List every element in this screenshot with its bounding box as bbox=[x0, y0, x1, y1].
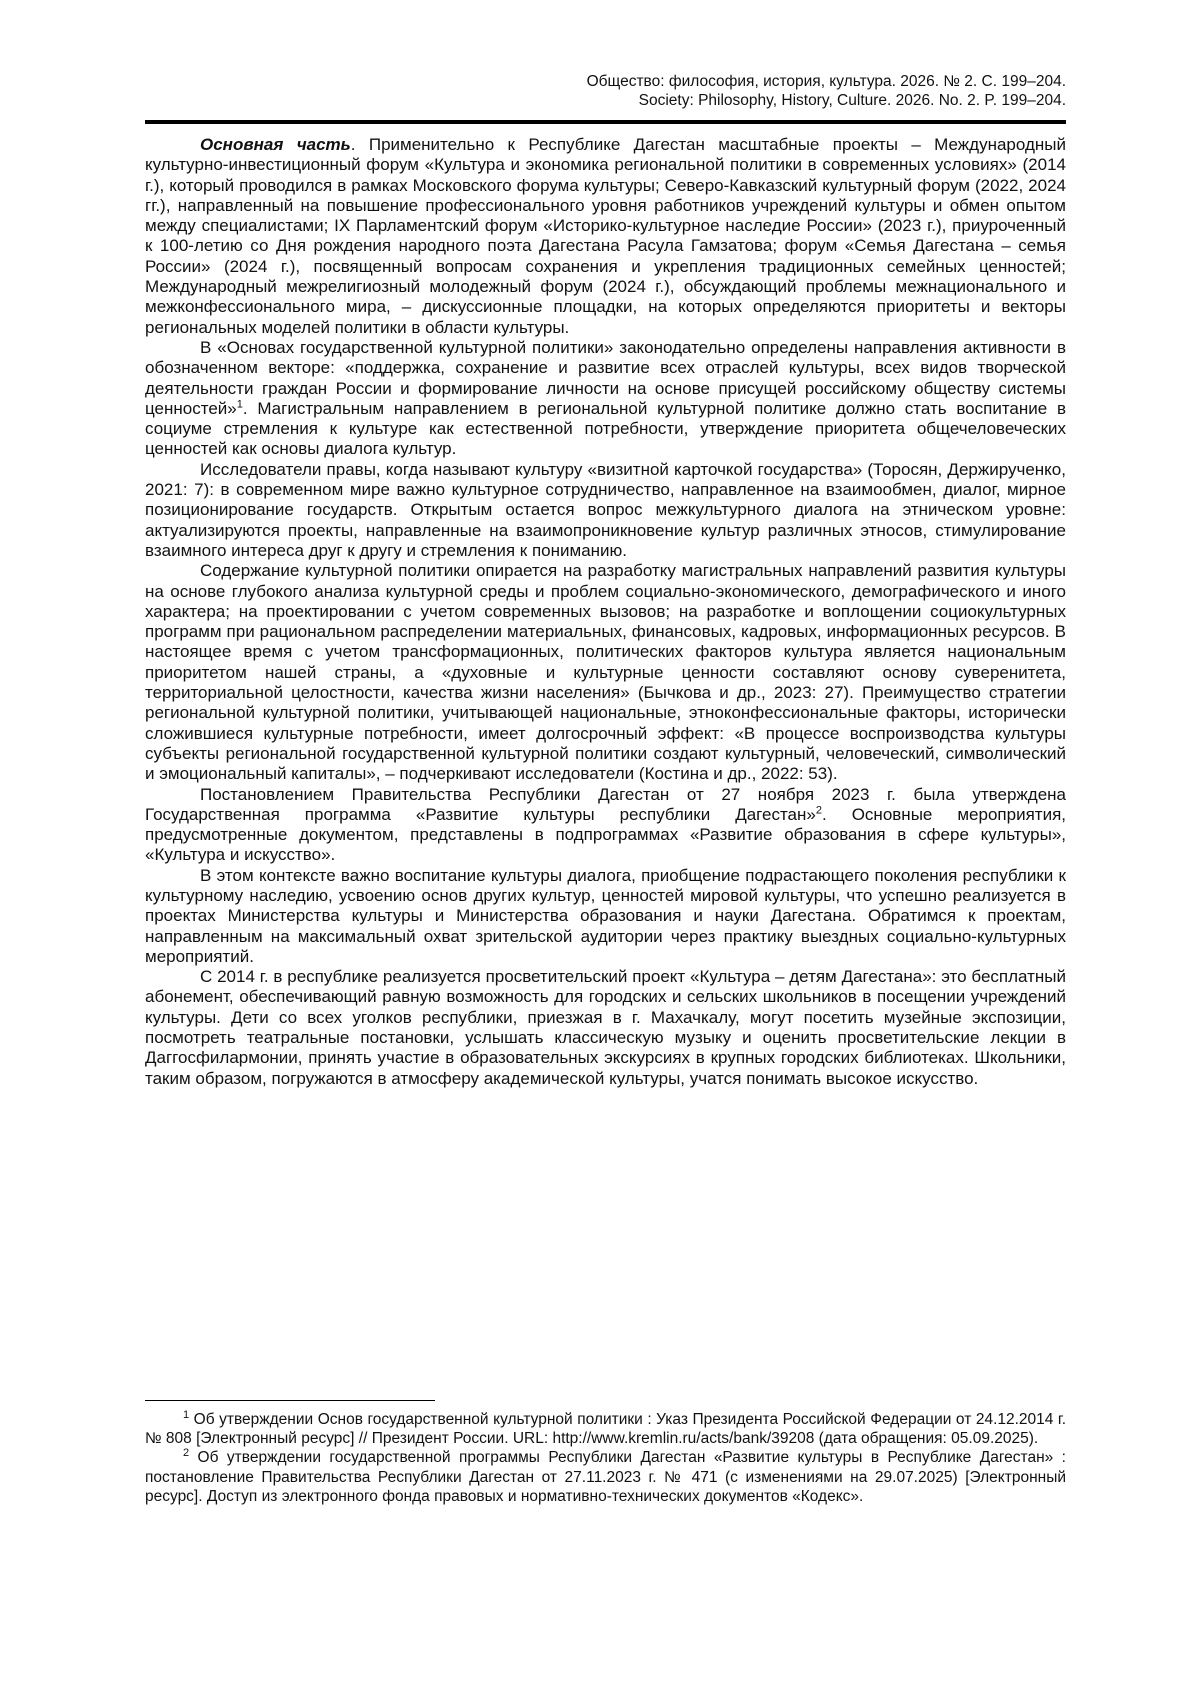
footnote-ref[interactable]: 1 bbox=[236, 398, 243, 411]
paragraph-text: . Магистральным направлением в региональной культурной политике должно стать воспитание в социуме стремления к культуре как естественной потребности, утверждение приоритета общечеловеческих ценностей как основы диалога культур. bbox=[145, 398, 1066, 459]
footnote-rule bbox=[145, 1400, 435, 1401]
footnote-1 bbox=[145, 1410, 1066, 1448]
paragraph-text: Постановлением Правительства Республики Дагестан от 27 ноября 2023 г. была утверждена Государственная программа «Развитие культуры республики Дагестан» bbox=[145, 784, 1066, 824]
article-body bbox=[145, 135, 1066, 1089]
paragraph-text: С 2014 г. в республике реализуется просветительский проект «Культура – детям Дагестана»: это бесплатный абонемент, обеспечивающий равную возможность для городских и сельских школьников в посещении учреждений культуры. Дети со всех уголков республики, приезжая в г. Махачкалу, могут посетить музейные экспозиции, посмотреть театральные постановки, услышать классическую музыку и оценить просветительские лекции в Даггосфилармонии, принять участие в образовательных экскурсиях в крупных городских библиотеках. Школьники, таким образом, погружаются в атмосферу академической культуры, учатся понимать высокое искусство. bbox=[145, 967, 1066, 1088]
paragraph-text: . Применительно к Республике Дагестан масштабные проекты – Международный культурно-инвестиционный форум «Культура и экономика региональной политики в современных условиях» (2014 г.), который проводился в рамках Московского форума культуры; Северо-Кавказский культурный форум (2022, 2024 гг.), направленный на повышение профессионального уровня работников учреждений культуры и обмен опытом между специалистами; IX Парламентский форум «Историко-культурное наследие России» (2023 г.), приуроченный к 100-летию со Дня рождения народного поэта Дагестана Расула Гамзатова; форум «Семья Дагестана – семья России» (2024 г.), посвященный вопросам сохранения и укрепления традиционных семейных ценностей; Международный межрелигиозный молодежный форум (2024 г.), обсуждающий проблемы межнационального и межконфессионального мира, – дискуссионные площадки, на которых определяются приоритеты и векторы региональных моделей политики в области культуры. bbox=[145, 135, 1066, 337]
paragraph-dialogue bbox=[145, 866, 1066, 967]
paragraph-text: . Основные мероприятия, предусмотренные документом, представлены в подпрограммах «Развитие образования в сфере культуры», «Культура и искусство». bbox=[145, 804, 1066, 865]
paragraph-text: Содержание культурной политики опирается на разработку магистральных направлений развития культуры на основе глубокого анализа культурной среды и проблем социально-экономического, демографического и иного характера; на проектировании с учетом современных вызовов; на разработке и воплощении социокультурных программ при рациональном распределении материальных, финансовых, кадровых, информационных ресурсов. В настоящее время с учетом трансформационных, политических факторов культура является национальным приоритетом нашей страны, а «духовные и культурные ценности составляют основу суверенитета, территориальной целостности, качества жизни населения» (Бычкова и др., 2023: 27). Преимущество стратегии региональной культурной политики, учитывающей национальные, этноконфессиональные факторы, исторически сложившиеся культурные потребности, имеет долгосрочный эффект: «В процессе воспроизводства культуры субъекты региональной государственной культурной политики создают культурный, человеческий, символический и эмоциональный капиталы», – подчеркивают исследователи (Костина и др., 2022: 53). bbox=[145, 561, 1066, 784]
paragraph-text: В этом контексте важно воспитание культуры диалога, приобщение подрастающего поколения республики к культурному наследию, усвоению основ других культур, ценностей мировой культуры, что успешно реализуется в проектах Министерства культуры и Министерства образования и науки Дагестана. Обратимся к проектам, направленным на максимальный охват зрительской аудитории через практику выездных социально-культурных мероприятий. bbox=[145, 865, 1066, 966]
footnotes bbox=[145, 1410, 1066, 1506]
paragraph-osnovy bbox=[145, 338, 1066, 460]
footnote-2 bbox=[145, 1448, 1066, 1506]
footnote-text: Об утверждении Основ государственной культурной политики : Указ Президента Российской Федерации от 24.12.2014 г. № 808 [Электронный ресурс] // Президент России. URL: http://www.kremlin.ru/acts/bank/39208 (дата обращения: 05.09.2025). bbox=[145, 1411, 1066, 1448]
paragraph-text: В «Основах государственной культурной политики» законодательно определены направления активности в обозначенном векторе: «поддержка, сохранение и развитие всех отраслей культуры, всех видов творческой деятельности граждан России и формирование личности на основе присущей российскому обществу системы ценностей» bbox=[145, 337, 1066, 418]
section-lead: Основная часть bbox=[200, 135, 351, 154]
paragraph-project-2014 bbox=[145, 967, 1066, 1089]
paragraph-program bbox=[145, 785, 1066, 866]
footnote-number: 1 bbox=[183, 1408, 190, 1421]
header-rule bbox=[145, 120, 1066, 124]
footnote-number: 2 bbox=[183, 1447, 190, 1460]
paragraph-policy-content bbox=[145, 561, 1066, 784]
footnote-ref[interactable]: 2 bbox=[815, 804, 822, 817]
paragraph-main-part bbox=[145, 135, 1066, 338]
paragraph-text: Исследователи правы, когда называют культуру «визитной карточкой государства» (Торосян, Держирученко, 2021: 7): в современном мире важно культурное сотрудничество, направленное на взаимообмен, диалог, мирное позиционирование государств. Открытым остается вопрос межкультурного диалога на этническом уровне: актуализируются проекты, направленные на взаимопроникновение культур различных этносов, стимулирование взаимного интереса друг к другу и стремления к пониманию. bbox=[145, 459, 1066, 560]
header-line-ru: Общество: философия, история, культура. 2026. № 2. С. 199–204. bbox=[586, 73, 1066, 90]
paragraph-researchers bbox=[145, 460, 1066, 561]
footnote-text: Об утверждении государственной программы Республики Дагестан «Развитие культуры в Республике Дагестан» : постановление Правительства Республики Дагестан от 27.11.2023 г. № 471 (с изменениями на 29.07.2025) [Электронный ресурс]. Доступ из электронного фонда правовых и нормативно-технических документов «Кодекс». bbox=[145, 1449, 1066, 1505]
header-line-en: Society: Philosophy, History, Culture. 2026. No. 2. P. 199–204. bbox=[638, 92, 1066, 109]
running-header bbox=[587, 72, 1066, 110]
